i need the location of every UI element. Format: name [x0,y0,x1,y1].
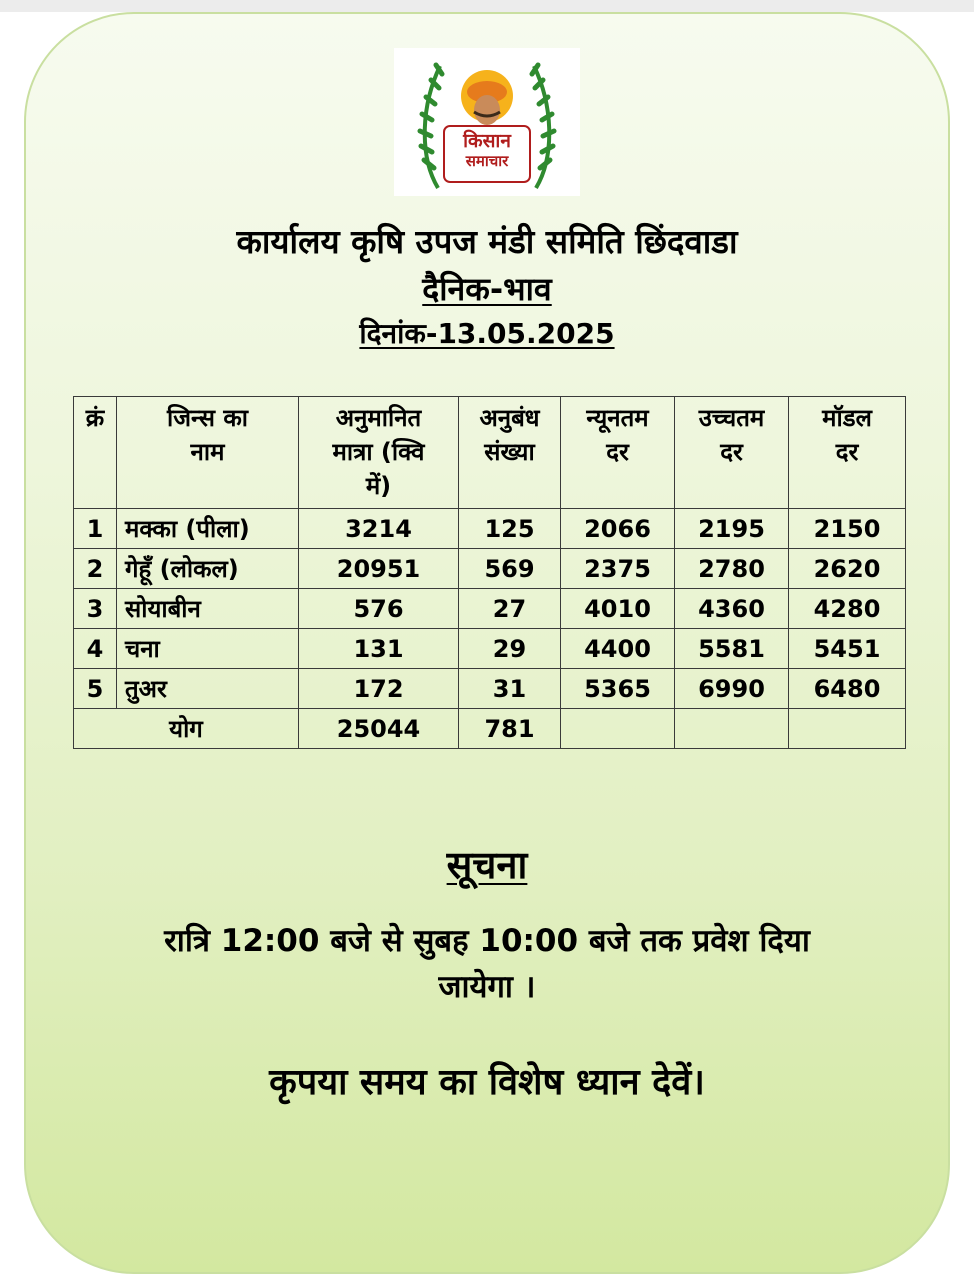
cell-contracts: 31 [459,669,561,709]
cell-quantity: 576 [299,589,459,629]
cell-contracts: 27 [459,589,561,629]
cell-quantity: 3214 [299,509,459,549]
header-max-rate: उच्चतम दर [675,397,789,509]
table-row [74,669,906,709]
cell-modal-rate: 4280 [789,589,906,629]
daily-rates-heading: दैनिक-भाव [422,270,552,308]
cell-serial: 1 [74,509,117,549]
total-contracts: 781 [459,709,561,749]
table-header-row [74,397,906,509]
logo-text-samachar: समाचार [465,152,509,170]
cell-commodity: मक्का (पीला) [117,509,299,549]
notice-heading: सूचना [446,843,528,887]
header-modal-rate: मॉडल दर [789,397,906,509]
cell-max-rate: 4360 [675,589,789,629]
cell-modal-rate: 2150 [789,509,906,549]
market-rates-table [73,396,906,749]
empty-cell [789,709,906,749]
notice-text: रात्रि 12:00 बजे से सुबह 10:00 बजे तक प्रवेश दिया जायेगा । [164,923,810,1005]
header-min-rate: न्यूनतम दर [561,397,675,509]
cell-commodity: चना [117,629,299,669]
cell-quantity: 172 [299,669,459,709]
kisan-samachar-logo [394,48,580,196]
cell-serial: 4 [74,629,117,669]
wheat-wreath-icon [394,48,580,196]
cell-contracts: 125 [459,509,561,549]
cell-commodity: सोयाबीन [117,589,299,629]
total-quantity: 25044 [299,709,459,749]
top-strip [0,0,974,12]
header-serial: क्रं [74,397,117,509]
total-label: योग [74,709,299,749]
empty-cell [561,709,675,749]
cell-max-rate: 2780 [675,549,789,589]
cell-min-rate: 4400 [561,629,675,669]
header-commodity: जिन्स का नाम [117,397,299,509]
cell-max-rate: 6990 [675,669,789,709]
cell-commodity: तुअर [117,669,299,709]
cell-min-rate: 4010 [561,589,675,629]
cell-serial: 2 [74,549,117,589]
cell-modal-rate: 6480 [789,669,906,709]
cell-quantity: 131 [299,629,459,669]
cell-modal-rate: 5451 [789,629,906,669]
office-title: कार्यालय कृषि उपज मंडी समिति छिंदवाडा [236,222,738,261]
total-row [74,709,906,749]
logo-text-kisan: किसान [463,130,511,152]
cell-serial: 3 [74,589,117,629]
cell-max-rate: 2195 [675,509,789,549]
notice-footer: कृपया समय का विशेष ध्यान देवें। [269,1062,705,1103]
date-line: दिनांक-13.05.2025 [359,317,615,350]
cell-contracts: 569 [459,549,561,589]
table-row [74,509,906,549]
cell-min-rate: 5365 [561,669,675,709]
header-quantity: अनुमानित मात्रा (क्वि में) [299,397,459,509]
cell-quantity: 20951 [299,549,459,589]
cell-commodity: गेहूँ (लोकल) [117,549,299,589]
table-row [74,629,906,669]
empty-cell [675,709,789,749]
table-row [74,549,906,589]
cell-contracts: 29 [459,629,561,669]
cell-min-rate: 2375 [561,549,675,589]
table-row [74,589,906,629]
cell-max-rate: 5581 [675,629,789,669]
header-contracts: अनुबंध संख्या [459,397,561,509]
cell-min-rate: 2066 [561,509,675,549]
cell-serial: 5 [74,669,117,709]
cell-modal-rate: 2620 [789,549,906,589]
